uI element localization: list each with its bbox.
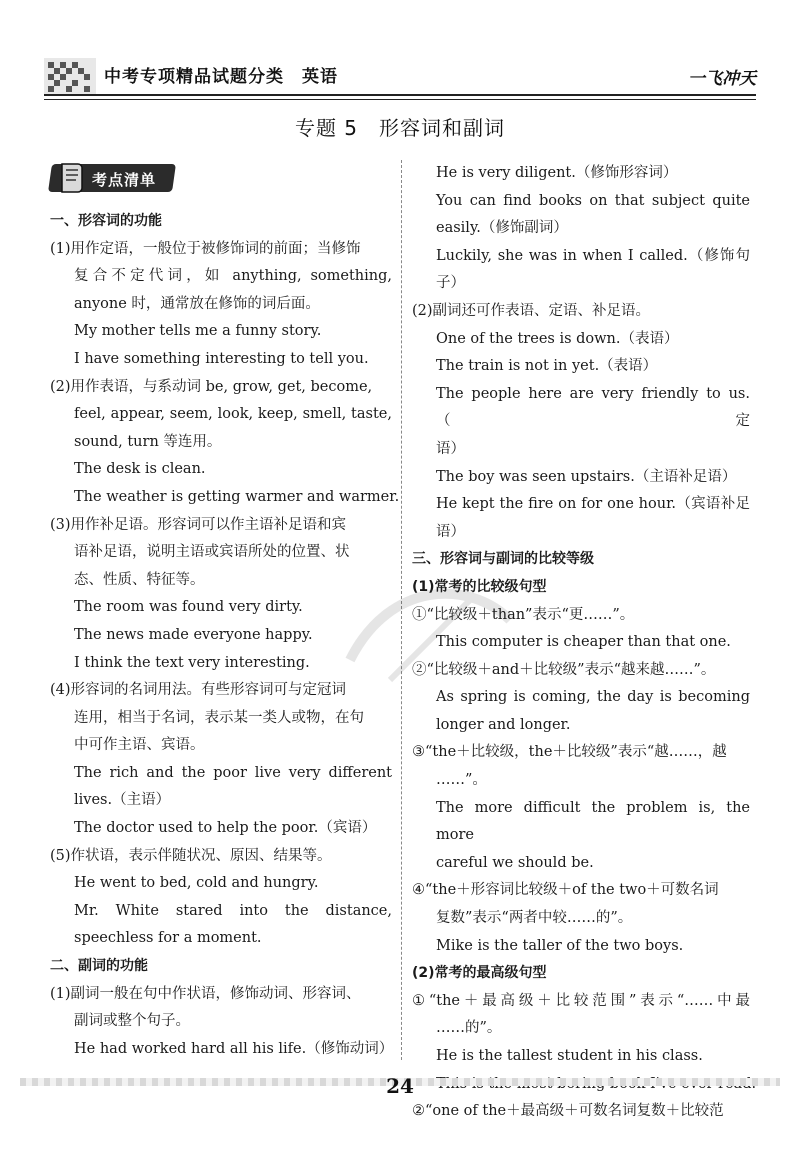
text-line: ②“比较级＋and＋比较级”表示“越来越……”。: [412, 661, 716, 678]
text-line: (1)用作定语，一般位于被修饰词的前面；当修饰: [50, 240, 361, 257]
text-line: ①“比较级＋than”表示“更……”。: [412, 606, 635, 623]
watermark-logo-icon: [330, 560, 530, 700]
text-line: sound, turn 等连用。: [74, 433, 222, 450]
text-line: 语）: [436, 440, 465, 457]
text-line: The doctor used to help the poor.（宾语）: [74, 820, 377, 837]
text-line: ①“the＋最高级＋比较范围”表示“……中最: [412, 992, 750, 1009]
text-line: The weather is getting warmer and warmer.: [74, 488, 400, 505]
checker-logo-icon: [44, 58, 96, 94]
text-line: 副词或整个句子。: [74, 1013, 190, 1030]
text-line: Mr. White stared into the distance,: [74, 902, 392, 919]
text-line: feel, appear, seem, look, keep, smell, taste,: [74, 406, 392, 423]
text-line: (4)形容词的名词用法。有些形容词可与定冠词: [50, 682, 347, 699]
text-line: (5)作状语，表示伴随状况、原因、结果等。: [50, 847, 332, 864]
text-line: Luckily, she was in when I called.（修饰句: [436, 247, 750, 264]
text-line: I have something interesting to tell you.: [74, 350, 369, 367]
chapter-title: 专题 5 形容词和副词: [294, 116, 506, 140]
text-line: He is very diligent.（修饰形容词）: [436, 165, 678, 181]
text-line: The train is not in yet.（表语）: [436, 358, 658, 375]
text-line: 复合不定代词，如 anything, something,: [74, 268, 392, 285]
text-line: He kept the fire on for one hour.（宾语补足: [436, 496, 750, 513]
text-line: He had worked hard all his life.（修饰动词）: [74, 1040, 394, 1057]
text-line: speechless for a moment.: [74, 930, 262, 947]
text-line: Mike is the taller of the two boys.: [436, 937, 684, 954]
text-line: ②“one of the＋最高级＋可数名词复数＋比较范: [412, 1103, 724, 1120]
text-line: (3)用作补足语。形容词可以作主语补足语和宾: [50, 516, 347, 533]
text-line: ③“the＋比较级，the＋比较级”表示“越……，越: [412, 744, 727, 761]
text-line: He went to bed, cold and hungry.: [74, 875, 319, 892]
text-line: This computer is cheaper than that one.: [436, 634, 731, 651]
text-line: The rich and the poor live very different: [74, 764, 392, 781]
text-line: The desk is clean.: [74, 461, 206, 478]
text-line: 三、形容词与副词的比较等级: [412, 551, 594, 568]
text-line: easily.（修饰副词）: [436, 220, 568, 237]
text-line: 子）: [436, 275, 465, 292]
book-title: 中考专项精品试题分类 英语: [104, 67, 338, 87]
text-line: As spring is coming, the day is becoming: [436, 689, 750, 706]
text-line: (2)副词还可作表语、定语、补足语。: [412, 302, 651, 319]
text-line: (2)用作表语，与系动词 be, grow, get, become,: [50, 378, 373, 395]
text-line: anyone 时，通常放在修饰的词后面。: [74, 295, 320, 312]
page-number: 24: [386, 1074, 414, 1098]
text-line: The people here are very friendly to us.（定: [436, 385, 750, 430]
text-line: 一、形容词的功能: [50, 213, 162, 229]
text-line: (2)常考的最高级句型: [412, 965, 547, 982]
text-line: My mother tells me a funny story.: [74, 323, 322, 340]
text-line: 语）: [436, 523, 465, 540]
section-badge: [50, 160, 180, 196]
text-line: 连用，相当于名词，表示某一类人或物，在句: [74, 709, 364, 726]
text-line: 二、副词的功能: [50, 958, 148, 975]
text-line: ……的”。: [436, 1020, 502, 1037]
brand-logo-text: 一飞冲天: [688, 69, 756, 89]
scroll-icon: [56, 160, 86, 194]
text-line: careful we should be.: [436, 854, 594, 871]
text-line: (1)副词一般在句中作状语，修饰动词、形容词、: [50, 985, 361, 1002]
text-line: The room was found very dirty.: [74, 599, 303, 616]
text-line: One of the trees is down.（表语）: [436, 330, 679, 347]
text-line: 态、性质、特征等。: [74, 571, 205, 588]
text-line: You can find books on that subject quite: [436, 192, 750, 209]
header-rule: [44, 94, 756, 100]
text-line: ④“the＋形容词比较级＋of the two＋可数名词: [412, 882, 719, 899]
text-line: longer and longer.: [436, 716, 571, 733]
page-footer: [0, 1060, 800, 1120]
text-line: He is the tallest student in his class.: [436, 1048, 703, 1064]
text-line: 复数”表示“两者中较……的”。: [436, 910, 633, 927]
text-line: lives.（主语）: [74, 792, 171, 809]
text-line: The news made everyone happy.: [74, 626, 313, 643]
text-line: ……”。: [436, 772, 487, 789]
badge-label: 考点清单: [92, 171, 157, 189]
page-header: [0, 0, 800, 100]
text-line: 语补足语，说明主语或宾语所处的位置、状: [74, 544, 350, 561]
text-line: I think the text very interesting.: [74, 654, 310, 671]
text-line: The more difficult the problem is, the more: [436, 799, 750, 844]
text-line: The boy was seen upstairs.（主语补足语）: [436, 468, 737, 485]
text-line: (1)常考的比较级句型: [412, 578, 547, 595]
text-line: 中可作主语、宾语。: [74, 737, 205, 754]
